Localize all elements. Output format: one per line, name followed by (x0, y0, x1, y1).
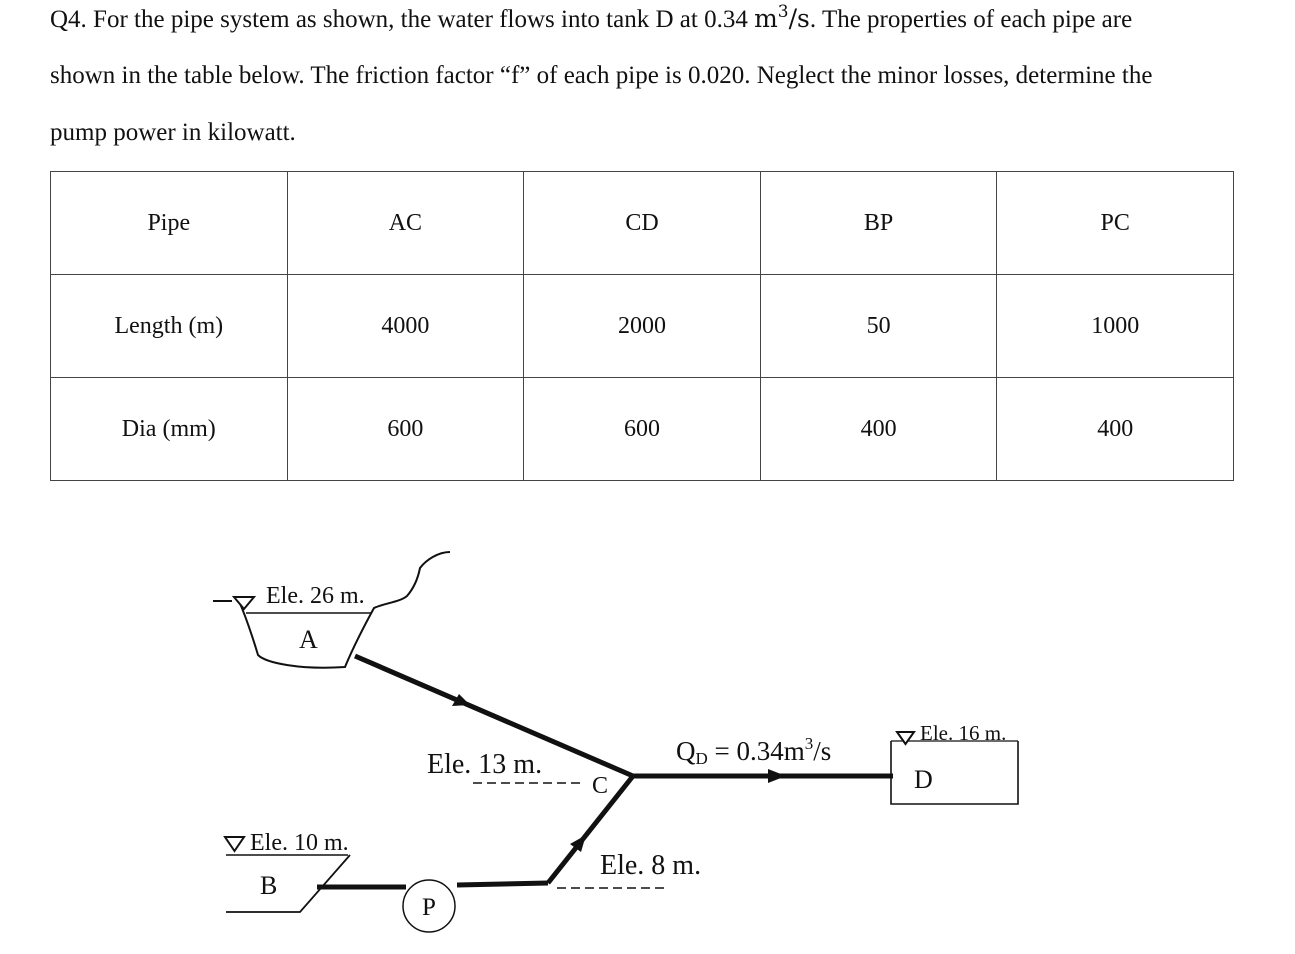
pump-label: P (422, 894, 436, 921)
table-cell: 400 (760, 378, 997, 481)
table-cell: 400 (997, 378, 1234, 481)
flow-rate-exponent: 3 (804, 734, 814, 753)
question-line-3: pump power in kilowatt. (50, 119, 296, 146)
water-level-icon (234, 597, 254, 609)
tank-d (891, 721, 1018, 804)
pipe-pc-horizontal-line (457, 883, 548, 885)
reservoir-a (213, 552, 450, 668)
flow-unit-base: m (754, 4, 778, 33)
reservoir-a-outline (239, 552, 450, 668)
pipe-bp-pc (317, 776, 701, 888)
table-cell: 1000 (997, 275, 1234, 378)
flow-unit-exponent: 3 (777, 2, 789, 22)
reservoir-a-elevation: Ele. 26 m. (266, 583, 365, 609)
table-header-cell: AC (287, 172, 524, 275)
table-cell: 50 (760, 275, 997, 378)
table-cell: 600 (287, 378, 524, 481)
table-header-cell: BP (760, 172, 997, 275)
tank-d-elevation: Ele. 16 m. (920, 721, 1007, 745)
question-line-1-end: . The properties of each pipe are (809, 6, 1133, 33)
pipe-cd (633, 734, 893, 783)
tank-d-outline (891, 741, 1018, 804)
table-cell: 4000 (287, 275, 524, 378)
flow-rate-symbol: Q (676, 736, 696, 766)
question-line-1-start: Q4. For the pipe system as shown, the water flows into tank D at 0.34 (50, 6, 755, 33)
flow-arrow-icon (768, 769, 786, 783)
table-cell: Dia (mm) (51, 378, 288, 481)
water-level-icon (897, 732, 914, 744)
table-header-cell: CD (524, 172, 761, 275)
reservoir-b-outline (226, 855, 350, 912)
question-line-2: shown in the table below. The friction factor “f” of each pipe is 0.020. Neglect the minor losses, determine the (50, 62, 1153, 89)
pump (403, 880, 455, 932)
flow-rate-value: = 0.34m (707, 736, 805, 766)
junction-c (427, 749, 608, 799)
junction-c-label: C (592, 773, 609, 799)
tank-d-label: D (914, 765, 933, 794)
flow-rate-subscript: D (695, 749, 708, 768)
flow-rate-unit: /s (813, 736, 832, 766)
table-cell: 2000 (524, 275, 761, 378)
flow-unit-tail: /s (788, 4, 810, 33)
water-level-icon (225, 837, 244, 851)
flow-rate-label (676, 734, 831, 768)
reservoir-a-label: A (299, 625, 318, 654)
pump-elevation: Ele. 8 m. (600, 850, 702, 881)
reservoir-b-label: B (260, 871, 278, 900)
table-header-cell: PC (997, 172, 1234, 275)
junction-c-elevation: Ele. 13 m. (427, 749, 543, 780)
reservoir-b (225, 830, 350, 912)
table-header-cell: Pipe (51, 172, 288, 275)
table-cell: 600 (524, 378, 761, 481)
reservoir-b-elevation: Ele. 10 m. (250, 830, 349, 856)
table-cell: Length (m) (51, 275, 288, 378)
